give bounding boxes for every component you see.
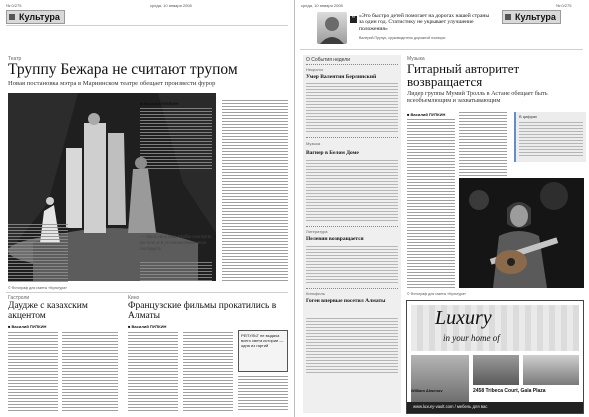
feature-deck: Лидер группы Мумий Тролль в Астане обещает быть всеобъемлющим и захватывающим bbox=[407, 90, 548, 105]
ad-address: 2458 Tribeca Court, Gala Plaza bbox=[473, 388, 546, 394]
left-page-number: № 0/275 bbox=[6, 3, 22, 8]
event-1-tag: Некролог bbox=[306, 67, 324, 72]
events-title: О События недели bbox=[306, 57, 350, 63]
top-quote: «Это быстро детей помогает на дорогах нашей страны за один год. Статистику не укрывает улучшение положения» bbox=[359, 13, 490, 32]
left-section-label: Культура bbox=[19, 12, 60, 22]
main-headline: Труппу Бежара не считают трупом bbox=[8, 61, 238, 78]
ad-url-line[interactable]: www.luxury-vault.com / мебель для вас bbox=[413, 404, 488, 409]
ad-brand: William Aksenov bbox=[411, 388, 443, 393]
feature-sidebar-tag: В цифрах bbox=[519, 114, 538, 119]
left-section-tag bbox=[6, 10, 65, 24]
event-3-text bbox=[306, 246, 398, 284]
right-page-number: № 0/275 bbox=[556, 3, 572, 8]
right-section-label: Культура bbox=[515, 12, 556, 22]
feature-col-1 bbox=[407, 119, 455, 289]
main-deck: Новая постановка мэтра в Мариинском театре обещает произвести фурор bbox=[8, 80, 216, 87]
event-1-headline: Умер Валентин Берлинский bbox=[306, 74, 377, 80]
luxury-ad[interactable] bbox=[406, 300, 584, 414]
event-4-tag: Кинофиль bbox=[306, 291, 325, 296]
bottom-left-col-1 bbox=[8, 332, 58, 412]
feature-photo-caption: © Фотограф для газеты «Культура» bbox=[407, 292, 467, 296]
event-4-text bbox=[306, 318, 398, 373]
portrait-illustration bbox=[317, 12, 347, 44]
event-2-headline: Вагнер в Белом Доме bbox=[306, 150, 359, 156]
bottom-left-headline: Даудже с казахским акцентом bbox=[8, 301, 88, 321]
guitarist-illustration bbox=[459, 178, 584, 288]
feature-headline: Гитарный авторитет возвращается bbox=[407, 61, 520, 90]
feature-col-2 bbox=[459, 112, 507, 176]
bottom-left-byline: ■ Василий ПУПКИН bbox=[8, 324, 47, 329]
bottom-right-boxed-note bbox=[238, 330, 288, 372]
bottom-right-headline: Французские фильмы прокатились в Алматы bbox=[128, 301, 277, 321]
bottom-right-col-2 bbox=[183, 332, 233, 412]
right-header-rule bbox=[300, 49, 583, 50]
quote-author-photo bbox=[317, 12, 347, 44]
bottom-right-col-1 bbox=[128, 332, 178, 412]
boxed-note-text: РЕПУЛЬТ не выдача всего света истории — одна из гартий bbox=[241, 333, 284, 348]
left-header-rule bbox=[6, 25, 288, 26]
feature-byline: ■ Василий ПУПКИН bbox=[407, 112, 446, 117]
feature-sidebar-text bbox=[519, 122, 583, 158]
main-body-col-1c bbox=[140, 262, 212, 282]
right-masthead-meta: среда, 10 января 2008 bbox=[301, 3, 343, 8]
bottom-left-col-2 bbox=[62, 332, 118, 412]
main-pull-quote: — Цель не в том, чтобы смотреть на тело и в установленное тело поглядеть bbox=[140, 235, 212, 252]
quote-mark-icon: “ bbox=[352, 16, 355, 22]
ad-furniture-photo-1 bbox=[411, 355, 469, 403]
event-2-rule bbox=[306, 226, 398, 227]
spread-divider bbox=[294, 0, 295, 417]
bottom-right-byline: ■ Василий ПУПКИН bbox=[128, 324, 167, 329]
bottom-right-col-3 bbox=[238, 376, 288, 412]
events-title-rule bbox=[306, 64, 398, 65]
event-4-headline: Гоген впервые посетил Алматы bbox=[306, 298, 386, 304]
main-body-col-1b bbox=[8, 224, 68, 282]
ad-furniture-photo-3 bbox=[523, 355, 579, 385]
event-3-tag: Литература bbox=[306, 229, 328, 234]
event-2-tag: Музыка bbox=[306, 141, 321, 146]
event-3-rule bbox=[306, 288, 398, 289]
bottom-right-rubric: Кино bbox=[128, 295, 140, 301]
main-photo-caption: © Фотограф для газеты «Культура» bbox=[8, 286, 68, 290]
feature-sidebar-box bbox=[514, 112, 586, 162]
main-byline: ■ Василий ПУПКИН bbox=[140, 101, 179, 106]
main-rubric: Театр bbox=[8, 56, 22, 62]
event-1-text bbox=[306, 83, 398, 133]
main-intro-text bbox=[140, 108, 212, 170]
main-body-col-2 bbox=[222, 100, 288, 282]
concert-photo bbox=[459, 178, 584, 288]
ad-tagline: in your home of bbox=[443, 333, 500, 343]
top-quote-author: Валерий Прупус, сруководитель дорожной полиции bbox=[359, 36, 446, 40]
right-section-tag bbox=[502, 10, 561, 24]
left-mid-rule bbox=[6, 292, 288, 293]
event-2-text bbox=[306, 160, 398, 222]
left-masthead-meta: среда, 10 января 2008 bbox=[150, 3, 192, 8]
ad-script-word: Luxury bbox=[435, 307, 492, 329]
event-3-headline: Пелевин возвращается bbox=[306, 236, 364, 242]
bottom-left-rubric: Гастроли bbox=[8, 295, 30, 301]
event-1-rule bbox=[306, 137, 398, 138]
ad-furniture-photo-2 bbox=[473, 355, 519, 385]
feature-rubric: Музыка bbox=[407, 56, 425, 62]
